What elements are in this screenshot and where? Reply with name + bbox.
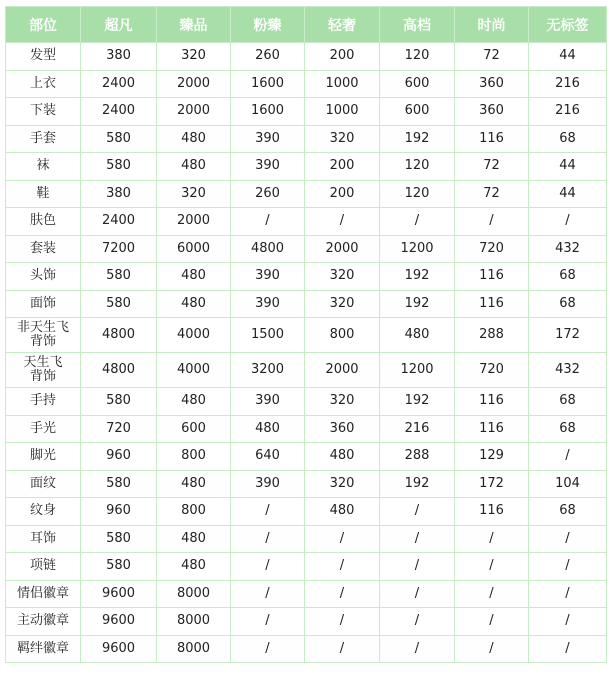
value-cell: 7200 bbox=[81, 235, 157, 263]
value-cell: 192 bbox=[380, 470, 455, 498]
price-table-container bbox=[5, 6, 607, 663]
value-cell: / bbox=[305, 208, 380, 236]
row-label-cell: 下装 bbox=[6, 98, 81, 126]
value-cell: 260 bbox=[231, 43, 305, 71]
table-header bbox=[6, 7, 607, 43]
value-cell: 2000 bbox=[157, 98, 231, 126]
value-cell: 480 bbox=[157, 553, 231, 581]
value-cell: 1500 bbox=[231, 318, 305, 353]
value-cell: 580 bbox=[81, 525, 157, 553]
value-cell: 800 bbox=[157, 498, 231, 526]
table-row bbox=[6, 180, 607, 208]
value-cell: 200 bbox=[305, 43, 380, 71]
value-cell: 600 bbox=[380, 70, 455, 98]
table-row bbox=[6, 580, 607, 608]
value-cell: 360 bbox=[455, 70, 529, 98]
value-cell: 8000 bbox=[157, 580, 231, 608]
value-cell: 580 bbox=[81, 125, 157, 153]
value-cell: 120 bbox=[380, 153, 455, 181]
value-cell: 580 bbox=[81, 263, 157, 291]
table-row bbox=[6, 153, 607, 181]
value-cell: 2000 bbox=[305, 235, 380, 263]
row-label-cell: 耳饰 bbox=[6, 525, 81, 553]
table-row bbox=[6, 318, 607, 353]
value-cell: 216 bbox=[529, 70, 607, 98]
value-cell: 1200 bbox=[380, 353, 455, 388]
value-cell: 480 bbox=[157, 525, 231, 553]
row-label-cell: 手光 bbox=[6, 415, 81, 443]
table-row bbox=[6, 553, 607, 581]
value-cell: 72 bbox=[455, 153, 529, 181]
value-cell: 44 bbox=[529, 180, 607, 208]
value-cell: 390 bbox=[231, 290, 305, 318]
row-label-cell: 套装 bbox=[6, 235, 81, 263]
value-cell: 9600 bbox=[81, 580, 157, 608]
value-cell: 580 bbox=[81, 388, 157, 416]
table-row bbox=[6, 608, 607, 636]
value-cell: / bbox=[305, 580, 380, 608]
value-cell: 390 bbox=[231, 153, 305, 181]
row-label-cell: 脚光 bbox=[6, 443, 81, 471]
value-cell: / bbox=[529, 525, 607, 553]
row-label-cell: 发型 bbox=[6, 43, 81, 71]
value-cell: 200 bbox=[305, 153, 380, 181]
value-cell: / bbox=[305, 525, 380, 553]
value-cell: 600 bbox=[380, 98, 455, 126]
row-label-cell: 手持 bbox=[6, 388, 81, 416]
value-cell: 480 bbox=[157, 470, 231, 498]
value-cell: 320 bbox=[305, 470, 380, 498]
row-label-cell: 纹身 bbox=[6, 498, 81, 526]
row-label-cell: 上衣 bbox=[6, 70, 81, 98]
value-cell: 4800 bbox=[81, 353, 157, 388]
value-cell: 2000 bbox=[305, 353, 380, 388]
table-body bbox=[6, 43, 607, 663]
value-cell: / bbox=[529, 553, 607, 581]
value-cell: / bbox=[529, 635, 607, 663]
value-cell: 320 bbox=[157, 43, 231, 71]
value-cell: 129 bbox=[455, 443, 529, 471]
value-cell: 116 bbox=[455, 263, 529, 291]
value-cell: 2400 bbox=[81, 208, 157, 236]
row-label-cell: 头饰 bbox=[6, 263, 81, 291]
header-cell-chaofan: 超凡 bbox=[81, 7, 157, 43]
table-row bbox=[6, 388, 607, 416]
value-cell: 480 bbox=[305, 498, 380, 526]
value-cell: / bbox=[455, 208, 529, 236]
table-row bbox=[6, 208, 607, 236]
value-cell: / bbox=[380, 635, 455, 663]
value-cell: 480 bbox=[157, 153, 231, 181]
value-cell: 580 bbox=[81, 153, 157, 181]
table-row bbox=[6, 443, 607, 471]
value-cell: / bbox=[231, 580, 305, 608]
value-cell: / bbox=[380, 608, 455, 636]
table-row bbox=[6, 290, 607, 318]
value-cell: / bbox=[231, 525, 305, 553]
value-cell: 192 bbox=[380, 125, 455, 153]
header-row bbox=[6, 7, 607, 43]
value-cell: / bbox=[455, 580, 529, 608]
value-cell: / bbox=[231, 498, 305, 526]
table-row bbox=[6, 525, 607, 553]
value-cell: 216 bbox=[380, 415, 455, 443]
value-cell: 172 bbox=[529, 318, 607, 353]
value-cell: 216 bbox=[529, 98, 607, 126]
value-cell: 390 bbox=[231, 470, 305, 498]
value-cell: / bbox=[380, 580, 455, 608]
value-cell: 1200 bbox=[380, 235, 455, 263]
value-cell: 2400 bbox=[81, 98, 157, 126]
price-table bbox=[5, 6, 607, 663]
value-cell: / bbox=[529, 580, 607, 608]
table-row bbox=[6, 235, 607, 263]
value-cell: 288 bbox=[455, 318, 529, 353]
row-label-cell: 主动徽章 bbox=[6, 608, 81, 636]
value-cell: 320 bbox=[305, 263, 380, 291]
value-cell: 72 bbox=[455, 43, 529, 71]
value-cell: 192 bbox=[380, 290, 455, 318]
value-cell: 480 bbox=[157, 125, 231, 153]
value-cell: 3200 bbox=[231, 353, 305, 388]
value-cell: 960 bbox=[81, 443, 157, 471]
value-cell: 390 bbox=[231, 263, 305, 291]
value-cell: 260 bbox=[231, 180, 305, 208]
header-cell-zhenpin: 臻品 bbox=[157, 7, 231, 43]
value-cell: / bbox=[455, 553, 529, 581]
row-label-cell: 肤色 bbox=[6, 208, 81, 236]
value-cell: 390 bbox=[231, 388, 305, 416]
value-cell: 580 bbox=[81, 470, 157, 498]
row-label-cell: 面饰 bbox=[6, 290, 81, 318]
row-label-cell: 鞋 bbox=[6, 180, 81, 208]
value-cell: / bbox=[305, 635, 380, 663]
value-cell: 116 bbox=[455, 388, 529, 416]
table-row bbox=[6, 70, 607, 98]
value-cell: 4800 bbox=[81, 318, 157, 353]
value-cell: / bbox=[231, 553, 305, 581]
value-cell: 116 bbox=[455, 498, 529, 526]
value-cell: 480 bbox=[157, 263, 231, 291]
value-cell: 68 bbox=[529, 263, 607, 291]
value-cell: 360 bbox=[305, 415, 380, 443]
table-row bbox=[6, 470, 607, 498]
value-cell: 104 bbox=[529, 470, 607, 498]
value-cell: 9600 bbox=[81, 635, 157, 663]
value-cell: 192 bbox=[380, 388, 455, 416]
value-cell: 1000 bbox=[305, 98, 380, 126]
value-cell: / bbox=[380, 498, 455, 526]
value-cell: 8000 bbox=[157, 608, 231, 636]
value-cell: 800 bbox=[157, 443, 231, 471]
value-cell: 960 bbox=[81, 498, 157, 526]
value-cell: 720 bbox=[455, 353, 529, 388]
value-cell: / bbox=[529, 208, 607, 236]
value-cell: 4800 bbox=[231, 235, 305, 263]
value-cell: 9600 bbox=[81, 608, 157, 636]
value-cell: 800 bbox=[305, 318, 380, 353]
value-cell: / bbox=[380, 525, 455, 553]
value-cell: 68 bbox=[529, 125, 607, 153]
value-cell: 380 bbox=[81, 180, 157, 208]
value-cell: 480 bbox=[380, 318, 455, 353]
value-cell: / bbox=[231, 608, 305, 636]
value-cell: 432 bbox=[529, 235, 607, 263]
value-cell: / bbox=[455, 635, 529, 663]
value-cell: 8000 bbox=[157, 635, 231, 663]
value-cell: 1600 bbox=[231, 98, 305, 126]
value-cell: 68 bbox=[529, 498, 607, 526]
value-cell: 2000 bbox=[157, 208, 231, 236]
value-cell: 68 bbox=[529, 415, 607, 443]
value-cell: / bbox=[305, 608, 380, 636]
value-cell: 1000 bbox=[305, 70, 380, 98]
value-cell: / bbox=[231, 208, 305, 236]
value-cell: / bbox=[231, 635, 305, 663]
value-cell: 320 bbox=[305, 290, 380, 318]
header-cell-gaodang: 高档 bbox=[380, 7, 455, 43]
value-cell: / bbox=[305, 553, 380, 581]
value-cell: 116 bbox=[455, 125, 529, 153]
value-cell: 116 bbox=[455, 290, 529, 318]
value-cell: 120 bbox=[380, 180, 455, 208]
table-row bbox=[6, 353, 607, 388]
value-cell: 720 bbox=[81, 415, 157, 443]
row-label-cell: 非天生飞 背饰 bbox=[6, 318, 81, 353]
value-cell: 4000 bbox=[157, 318, 231, 353]
row-label-cell: 羁绊徽章 bbox=[6, 635, 81, 663]
value-cell: 68 bbox=[529, 388, 607, 416]
value-cell: 6000 bbox=[157, 235, 231, 263]
value-cell: 360 bbox=[455, 98, 529, 126]
value-cell: 192 bbox=[380, 263, 455, 291]
value-cell: / bbox=[529, 608, 607, 636]
value-cell: / bbox=[455, 525, 529, 553]
row-label-cell: 面纹 bbox=[6, 470, 81, 498]
table-row bbox=[6, 263, 607, 291]
table-row bbox=[6, 635, 607, 663]
value-cell: 1600 bbox=[231, 70, 305, 98]
header-cell-no-label: 无标签 bbox=[529, 7, 607, 43]
header-cell-shishang: 时尚 bbox=[455, 7, 529, 43]
value-cell: 580 bbox=[81, 290, 157, 318]
table-row bbox=[6, 125, 607, 153]
value-cell: 44 bbox=[529, 43, 607, 71]
value-cell: 44 bbox=[529, 153, 607, 181]
value-cell: 480 bbox=[157, 388, 231, 416]
value-cell: / bbox=[529, 443, 607, 471]
value-cell: 432 bbox=[529, 353, 607, 388]
value-cell: 200 bbox=[305, 180, 380, 208]
value-cell: 172 bbox=[455, 470, 529, 498]
value-cell: 480 bbox=[305, 443, 380, 471]
value-cell: 320 bbox=[305, 125, 380, 153]
table-row bbox=[6, 43, 607, 71]
value-cell: 68 bbox=[529, 290, 607, 318]
row-label-cell: 天生飞 背饰 bbox=[6, 353, 81, 388]
header-cell-fenzhen: 粉臻 bbox=[231, 7, 305, 43]
value-cell: 120 bbox=[380, 43, 455, 71]
value-cell: 320 bbox=[305, 388, 380, 416]
value-cell: 390 bbox=[231, 125, 305, 153]
header-cell-qingshe: 轻奢 bbox=[305, 7, 380, 43]
value-cell: 480 bbox=[157, 290, 231, 318]
row-label-cell: 袜 bbox=[6, 153, 81, 181]
value-cell: / bbox=[380, 208, 455, 236]
header-cell-part: 部位 bbox=[6, 7, 81, 43]
value-cell: 600 bbox=[157, 415, 231, 443]
table-row bbox=[6, 98, 607, 126]
table-row bbox=[6, 415, 607, 443]
value-cell: / bbox=[380, 553, 455, 581]
value-cell: 720 bbox=[455, 235, 529, 263]
row-label-cell: 手套 bbox=[6, 125, 81, 153]
value-cell: 580 bbox=[81, 553, 157, 581]
value-cell: 640 bbox=[231, 443, 305, 471]
value-cell: 320 bbox=[157, 180, 231, 208]
value-cell: 72 bbox=[455, 180, 529, 208]
row-label-cell: 项链 bbox=[6, 553, 81, 581]
value-cell: 116 bbox=[455, 415, 529, 443]
value-cell: / bbox=[455, 608, 529, 636]
value-cell: 288 bbox=[380, 443, 455, 471]
value-cell: 380 bbox=[81, 43, 157, 71]
value-cell: 4000 bbox=[157, 353, 231, 388]
value-cell: 2400 bbox=[81, 70, 157, 98]
table-row bbox=[6, 498, 607, 526]
value-cell: 2000 bbox=[157, 70, 231, 98]
row-label-cell: 情侣徽章 bbox=[6, 580, 81, 608]
value-cell: 480 bbox=[231, 415, 305, 443]
